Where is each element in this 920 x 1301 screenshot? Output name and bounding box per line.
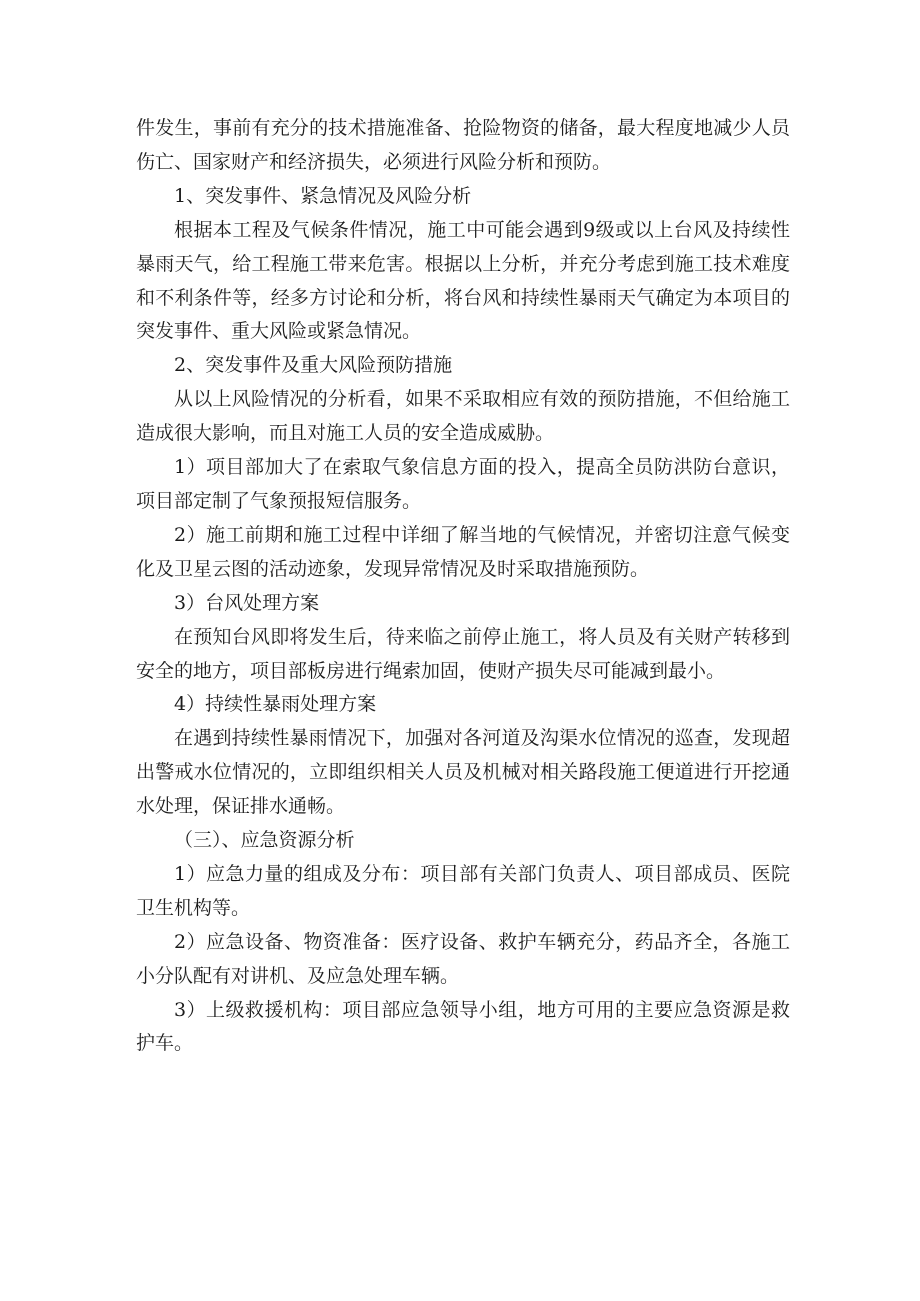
- paragraph-measure-1: 1）项目部加大了在索取气象信息方面的投入，提高全员防洪防台意识，项目部定制了气象预报短信服务。: [136, 456, 790, 512]
- paragraph-risk-analysis: 根据本工程及气候条件情况，施工中可能会遇到9级或以上台风及持续性暴雨天气，给工程施工带来危害。根据以上分析，并充分考虑到施工技术难度和不利条件等，经多方讨论和分析，将台风和持续性暴雨天气确定为本项目的突发事件、重大风险或紧急情况。: [136, 218, 790, 343]
- paragraph-rainstorm-plan: 在遇到持续性暴雨情况下，加强对各河道及沟渠水位情况的巡查，发现超出警戒水位情况的，立即组织相关人员及机械对相关路段施工便道进行开挖通水处理，保证排水通畅。: [136, 727, 790, 818]
- heading-rainstorm-plan: 4）持续性暴雨处理方案: [174, 693, 377, 716]
- heading-resource-analysis: （三）、应急资源分析: [174, 829, 355, 852]
- paragraph-resource-3: 3）上级救援机构：项目部应急领导小组，地方可用的主要应急资源是救护车。: [136, 998, 790, 1055]
- heading-prevention-measures: 2、突发事件及重大风险预防措施: [174, 354, 453, 377]
- paragraph-resource-1: 1）应急力量的组成及分布：项目部有关部门负责人、项目部成员、医院卫生机构等。: [136, 862, 790, 919]
- heading-typhoon-plan: 3）台风处理方案: [174, 591, 320, 614]
- paragraph-resource-2: 2）应急设备、物资准备：医疗设备、救护车辆充分，药品齐全，各施工小分队配有对讲机、及应急处理车辆。: [136, 930, 790, 987]
- paragraph-measure-2: 2）施工前期和施工过程中详细了解当地的气候情况，并密切注意气候变化及卫星云图的活动迹象，发现异常情况及时采取措施预防。: [136, 523, 790, 580]
- paragraph-continuation: 件发生，事前有充分的技术措施准备、抢险物资的储备，最大程度地减少人员伤亡、国家财产和经济损失，必须进行风险分析和预防。: [136, 117, 790, 173]
- paragraph-prevention-intro: 从以上风险情况的分析看，如果不采取相应有效的预防措施，不但给施工造成很大影响，而且对施工人员的安全造成威胁。: [136, 388, 790, 445]
- paragraph-typhoon-plan: 在预知台风即将发生后，待来临之前停止施工，将人员及有关财产转移到安全的地方，项目部板房进行绳索加固，使财产损失尽可能减到最小。: [136, 625, 790, 682]
- document-body: [136, 112, 790, 1061]
- heading-emergency-risk-analysis: 1、突发事件、紧急情况及风险分析: [174, 184, 472, 207]
